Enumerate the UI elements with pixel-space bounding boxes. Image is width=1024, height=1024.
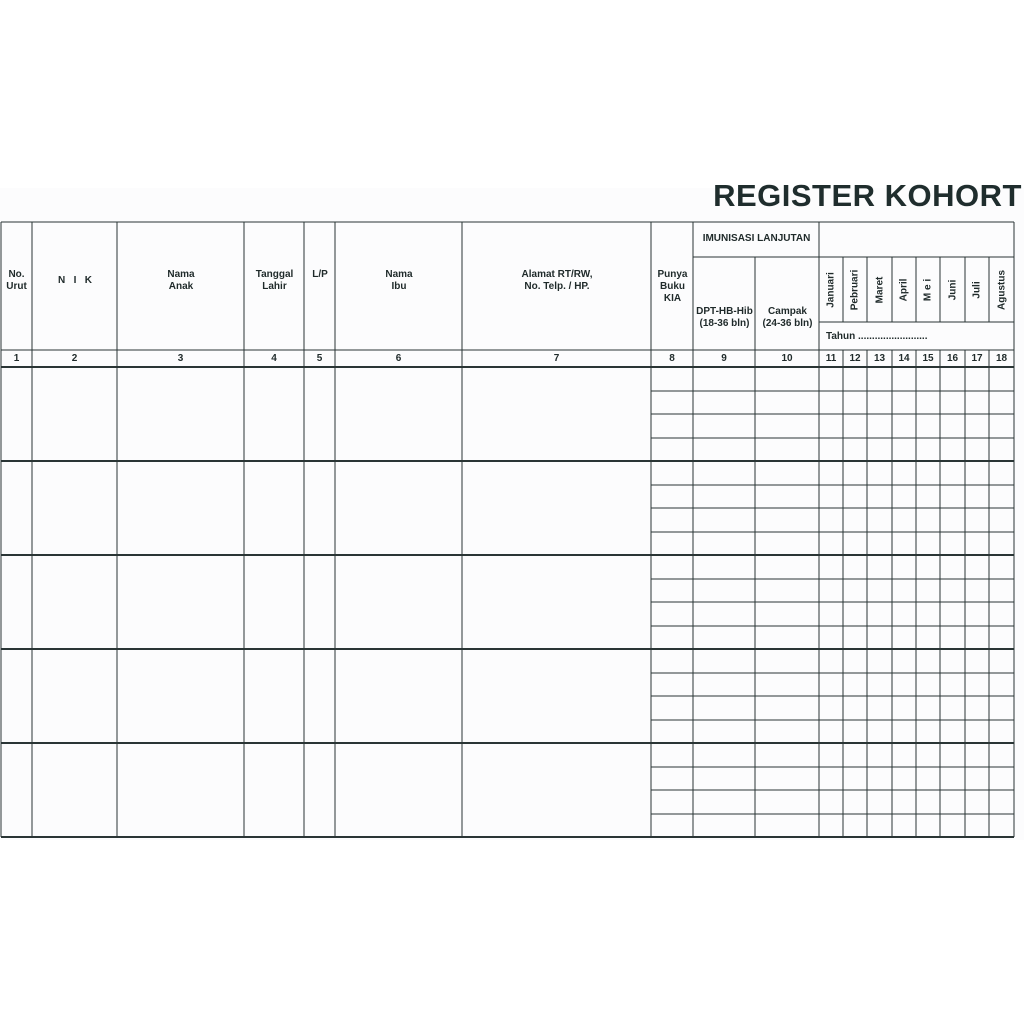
column-number: 9: [721, 353, 727, 364]
form-title: REGISTER KOHORT: [713, 178, 1022, 213]
header-imunisasi-lanjutan: IMUNISASI LANJUTAN: [702, 233, 811, 244]
header-tahun: Tahun .........................: [826, 331, 928, 342]
column-number: 16: [946, 353, 959, 364]
column-number: 13: [873, 353, 886, 364]
month-label: Januari: [825, 271, 837, 308]
header-nik: N I K: [58, 275, 92, 286]
column-number: 10: [781, 353, 793, 364]
column-number: 2: [71, 353, 78, 364]
header-dpt-hb-hib: DPT-HB-Hib (18-36 bln): [696, 306, 753, 329]
header-alamat: Alamat RT/RW, No. Telp. / HP.: [521, 269, 593, 292]
column-number: 18: [995, 353, 1008, 364]
month-label: Maret: [874, 276, 885, 303]
header-lp: L/P: [312, 269, 328, 280]
column-number: 5: [316, 353, 323, 364]
column-number: 1: [13, 353, 20, 364]
header-campak: Campak (24-36 bln): [762, 306, 813, 329]
month-label: April: [898, 278, 910, 301]
column-number: 15: [922, 353, 934, 364]
header-no-urut: No. Urut: [6, 269, 27, 292]
month-label: M e i: [922, 278, 934, 301]
header-nama-anak: Nama Anak: [167, 269, 195, 292]
month-label: Agustus: [996, 269, 1007, 310]
column-number: 17: [971, 353, 983, 364]
column-number: 12: [849, 353, 861, 364]
column-number: 4: [271, 353, 277, 364]
header-nama-ibu: Nama Ibu: [385, 269, 413, 292]
month-label: Juli: [971, 280, 983, 299]
header-buku-kia: Punya Buku KIA: [657, 269, 688, 304]
month-label: Pebruari: [849, 269, 861, 310]
column-number: 8: [669, 353, 675, 364]
header-tanggal-lahir: Tanggal Lahir: [255, 269, 294, 292]
column-number: 14: [898, 353, 910, 364]
column-number: 7: [553, 353, 560, 364]
column-number: 6: [395, 353, 402, 364]
month-label: Juni: [947, 279, 958, 300]
column-number: 3: [177, 353, 184, 364]
column-number: 11: [825, 353, 837, 364]
